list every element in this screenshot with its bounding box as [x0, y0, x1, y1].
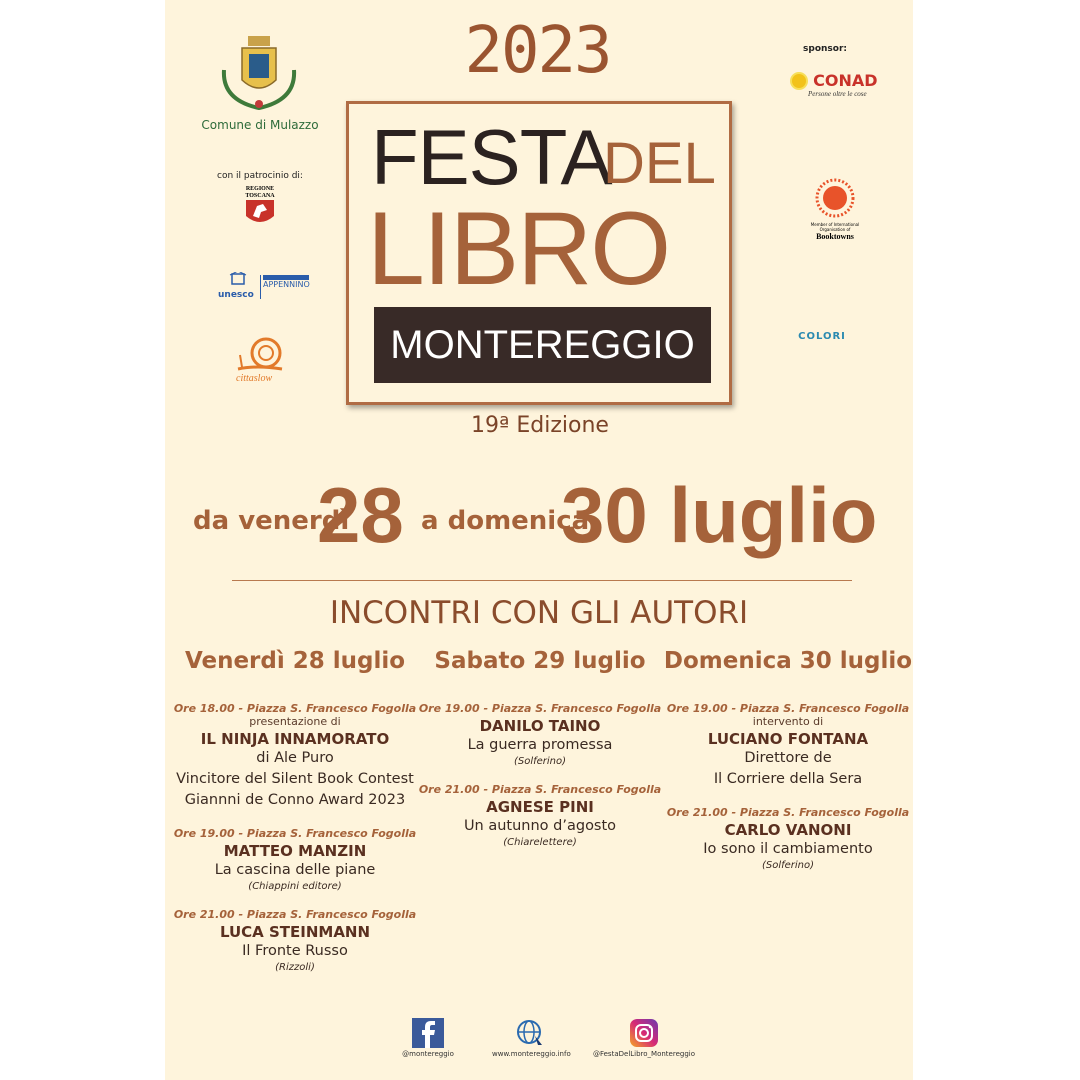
event-author: IL NINJA INNAMORATO: [200, 730, 390, 748]
date-from-day: 28: [317, 471, 404, 559]
day-column-sunday: [658, 648, 918, 887]
booktowns-logo: Member of International Organisation of Booktowns: [800, 178, 870, 241]
event-line: La cascina delle piane: [214, 862, 376, 878]
event-item: [165, 827, 425, 892]
event-line: di Ale Puro: [256, 750, 334, 766]
title-del: DEL: [603, 131, 716, 196]
unesco-temple-icon: [218, 272, 258, 288]
event-author: AGNESE PINI: [486, 798, 594, 816]
appennino-logo: APPENNINO: [260, 275, 313, 299]
facebook-link[interactable]: @montereggio: [398, 1018, 458, 1058]
booktowns-sun-icon: [815, 178, 855, 218]
colori-logo: COLORI: [798, 331, 846, 342]
event-line: Il Corriere della Sera: [713, 771, 863, 787]
event-author: CARLO VANONI: [724, 821, 852, 839]
section-title: INCONTRI CON GLI AUTORI: [329, 595, 749, 631]
event-time: Ore 19.00 - Piazza S. Francesco Fogolla: [173, 827, 417, 840]
cittaslow-snail-icon: cittaslow: [236, 335, 286, 385]
day-heading: Sabato 29 luglio: [434, 648, 646, 674]
sponsor-label: sponsor:: [803, 44, 847, 54]
instagram-link[interactable]: @FestaDelLibro_Montereggio: [592, 1018, 696, 1058]
event-line: La guerra promessa: [467, 737, 613, 753]
year-heading: 2023: [464, 14, 611, 88]
event-publisher: (Solferino): [513, 756, 567, 767]
event-line: Io sono il cambiamento: [703, 841, 873, 857]
event-time: Ore 19.00 - Piazza S. Francesco Fogolla: [666, 702, 910, 715]
event-intro: intervento di: [752, 715, 824, 728]
event-intro: presentazione di: [249, 715, 341, 728]
day-column-saturday: [410, 648, 670, 864]
event-publisher: (Solferino): [761, 860, 815, 871]
event-item: [410, 783, 670, 848]
event-time: Ore 18.00 - Piazza S. Francesco Fogolla: [173, 702, 417, 715]
event-author: MATTEO MANZIN: [223, 842, 367, 860]
date-from-label: da venerdì: [193, 506, 350, 536]
day-column-friday: [165, 648, 425, 989]
event-time: Ore 21.00 - Piazza S. Francesco Fogolla: [418, 783, 662, 796]
day-heading: Venerdì 28 luglio: [184, 648, 406, 674]
title-montereggio: MONTEREGGIO: [374, 307, 711, 383]
divider: [232, 580, 852, 581]
title-festa: FESTA: [371, 113, 612, 201]
event-item: [658, 806, 918, 871]
event-time: Ore 21.00 - Piazza S. Francesco Fogolla: [173, 908, 417, 921]
pegasus-shield-icon: [245, 200, 275, 226]
title-box: [346, 101, 732, 405]
event-author: LUCIANO FONTANA: [707, 730, 869, 748]
event-item: [165, 702, 425, 811]
event-publisher: (Chiappini editore): [248, 881, 342, 892]
event-author: DANILO TAINO: [479, 717, 601, 735]
comune-crest-icon: [216, 30, 302, 110]
conad-logo: CONAD Persone oltre le cose: [790, 70, 890, 98]
conad-daisy-icon: [790, 72, 808, 90]
event-item: [410, 702, 670, 767]
event-time: Ore 19.00 - Piazza S. Francesco Fogolla: [418, 702, 662, 715]
day-heading: Domenica 30 luglio: [663, 648, 913, 674]
event-line: Giannni de Conno Award 2023: [184, 792, 406, 808]
event-item: [658, 702, 918, 790]
event-item: [165, 908, 425, 973]
edition-label: 19ª Edizione: [471, 413, 609, 438]
event-line: Vincitore del Silent Book Contest: [176, 771, 414, 787]
event-publisher: (Rizzoli): [275, 962, 315, 973]
instagram-icon: [629, 1018, 659, 1048]
facebook-icon: [412, 1018, 444, 1048]
event-author: LUCA STEINMANN: [219, 923, 371, 941]
date-line: [165, 468, 913, 568]
comune-label: Comune di Mulazzo: [201, 118, 319, 132]
event-line: Un autunno d’agosto: [463, 818, 617, 834]
event-line: Direttore de: [744, 750, 832, 766]
website-link[interactable]: www.montereggio.info: [492, 1018, 568, 1058]
date-to-label: a domenica: [421, 506, 590, 536]
date-to-day: 30 luglio: [561, 471, 878, 559]
event-line: Il Fronte Russo: [242, 943, 348, 959]
globe-icon: [515, 1018, 545, 1048]
unesco-logo: unesco: [218, 272, 258, 300]
event-publisher: (Chiarelettere): [503, 837, 577, 848]
title-libro: LIBRO: [367, 191, 670, 307]
event-time: Ore 21.00 - Piazza S. Francesco Fogolla: [666, 806, 910, 819]
patrocinio-label: con il patrocinio di:: [217, 171, 303, 181]
regione-toscana-logo: REGIONE TOSCANA: [240, 186, 280, 230]
